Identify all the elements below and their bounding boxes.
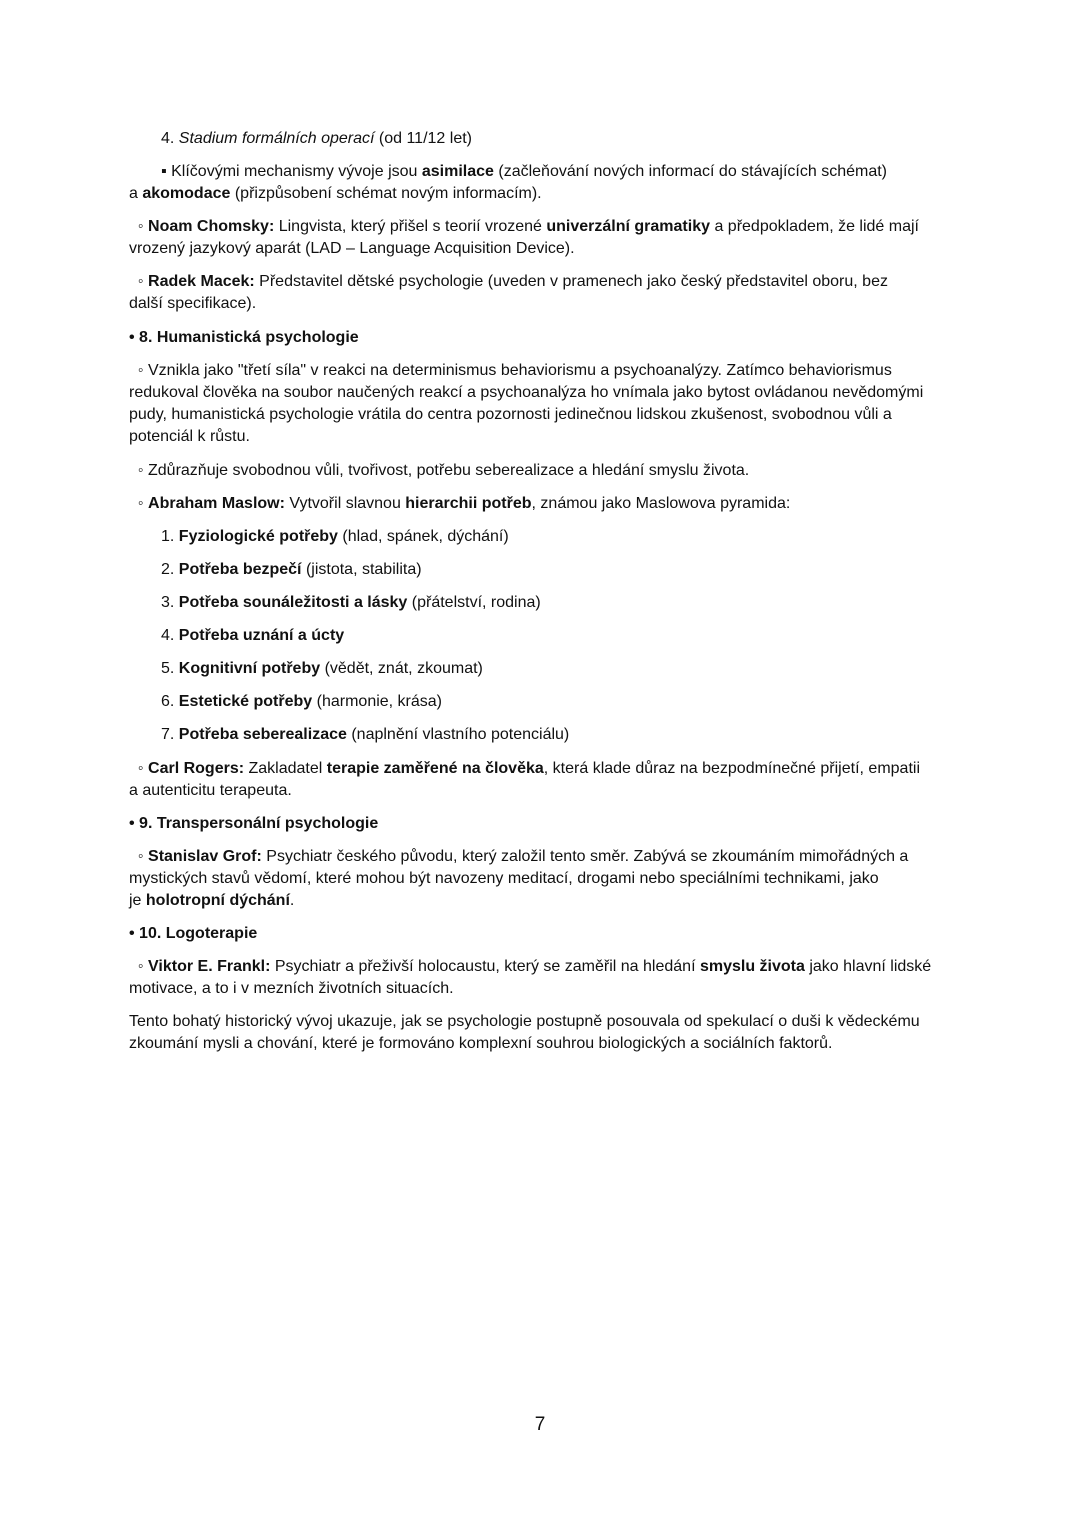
text-run: jako hlavní lidské <box>804 958 932 975</box>
text-run: Psychiatr a přeživší holocaustu, který se zaměřil na hledání <box>270 958 700 975</box>
text-run: redukoval člověka na soubor naučených reakcí a psychoanalýza ho vnímala jako bytost ovládanou nevědomými <box>129 384 924 401</box>
text-line <box>129 404 892 426</box>
bold-text: • 8. Humanistická psychologie <box>129 329 359 346</box>
text-run: zkoumání mysli a chování, které je formováno komplexní souhrou biologických a sociálních faktorů. <box>129 1035 833 1052</box>
text-line <box>129 625 344 647</box>
bold-text: asimilace <box>421 163 494 180</box>
text-line <box>129 216 919 238</box>
text-run: ◦ <box>129 218 149 235</box>
text-run: (vědět, znát, zkoumat) <box>320 660 483 677</box>
bold-text: terapie zaměřené na člověka <box>326 760 544 777</box>
text-run: 3. <box>161 594 179 611</box>
text-line <box>129 271 888 293</box>
text-run: , která klade důraz na bezpodmínečné přijetí, empatii <box>543 760 920 777</box>
text-run: pudy, humanistická psychologie vrátila do centra pozornosti jedinečnou lidskou zkušenost, svobodnou vůli a <box>129 406 892 423</box>
bold-text: Radek Macek: <box>148 273 255 290</box>
text-run: (začleňování nových informací do stávajících schémat) <box>493 163 892 180</box>
text-run: (hlad, spánek, dýchání) <box>337 528 509 545</box>
text-run: . <box>289 892 295 909</box>
text-run: ◦ <box>129 958 149 975</box>
text-line <box>129 956 931 978</box>
text-run: Vytvořil slavnou <box>284 495 406 512</box>
text-line <box>129 846 908 868</box>
text-line <box>129 923 257 945</box>
text-run: Lingvista, který přišel s teorií vrozené <box>274 218 547 235</box>
text-run: , známou jako Maslowova pyramida: <box>531 495 791 512</box>
text-line <box>129 526 509 548</box>
bold-text: Abraham Maslow: <box>148 495 285 512</box>
text-run: 7. <box>161 726 179 743</box>
bold-text: Stanislav Grof: <box>148 848 262 865</box>
text-run: ◦ <box>129 273 149 290</box>
text-run: (jistota, stabilita) <box>301 561 422 578</box>
text-run: 6. <box>161 693 179 710</box>
text-line <box>129 978 454 1000</box>
text-run: a <box>129 185 143 202</box>
bold-text: Potřeba seberealizace <box>178 726 347 743</box>
text-line <box>129 592 541 614</box>
text-line <box>129 293 256 315</box>
text-run: je <box>129 892 146 909</box>
text-run: (od 11/12 let) <box>374 130 472 147</box>
text-run: mystických stavů vědomí, které mohou být navozeny meditací, drogami nebo speciálními technikami, jako <box>129 870 879 887</box>
text-line <box>129 724 569 746</box>
bold-text: • 9. Transpersonální psychologie <box>129 815 379 832</box>
text-run: ◦ Vznikla jako "třetí síla" v reakci na determinismus behaviorismu a psychoanalýzy. Zatímco behaviorismus <box>129 362 892 379</box>
text-run: 1. <box>161 528 179 545</box>
text-run: Psychiatr českého původu, který založil tento směr. Zabývá se zkoumáním mimořádných a <box>261 848 909 865</box>
text-run: 4. <box>161 130 179 147</box>
bold-text: Viktor E. Frankl: <box>148 958 271 975</box>
bold-text: Estetické potřeby <box>178 693 313 710</box>
bold-text: Potřeba uznání a úcty <box>178 627 345 644</box>
text-run: ◦ <box>129 495 149 512</box>
text-line <box>129 890 294 912</box>
text-run: (naplnění vlastního potenciálu) <box>346 726 570 743</box>
text-line <box>129 758 920 780</box>
text-run: motivace, a to i v mezních životních situacích. <box>129 980 454 997</box>
text-line <box>129 868 879 890</box>
text-line <box>129 691 442 713</box>
bold-text: Kognitivní potřeby <box>178 660 321 677</box>
text-run: další specifikace). <box>129 295 257 312</box>
bold-text: hierarchii potřeb <box>405 495 532 512</box>
bold-text: univerzální gramatiky <box>546 218 710 235</box>
text-run: a předpokladem, že lidé mají <box>710 218 919 235</box>
text-run: 5. <box>161 660 179 677</box>
text-run: 2. <box>161 561 179 578</box>
text-line <box>129 327 359 349</box>
page-number: 7 <box>534 1414 546 1435</box>
text-line <box>129 813 378 835</box>
text-run: ◦ <box>129 760 149 777</box>
bold-text: akomodace <box>142 185 231 202</box>
text-run: ◦ <box>129 848 149 865</box>
text-line <box>129 1011 920 1033</box>
bold-text: Potřeba bezpečí <box>178 561 302 578</box>
text-line <box>129 238 575 260</box>
text-run: Zakladatel <box>244 760 327 777</box>
bold-text: Noam Chomsky: <box>148 218 275 235</box>
text-run: potenciál k růstu. <box>129 428 250 445</box>
text-run: 4. <box>161 627 179 644</box>
text-run: (přátelství, rodina) <box>407 594 541 611</box>
italic-text: Stadium formálních operací <box>178 130 375 147</box>
text-line <box>129 493 790 515</box>
bold-text: • 10. Logoterapie <box>129 925 258 942</box>
text-run: Tento bohatý historický vývoj ukazuje, jak se psychologie postupně posouvala od spekulací o duši k vědeckému <box>129 1013 920 1030</box>
text-line <box>129 559 422 581</box>
text-run: Představitel dětské psychologie (uveden v pramenech jako český představitel oboru, bez <box>254 273 888 290</box>
text-line <box>129 128 472 150</box>
text-run: ◦ Zdůrazňuje svobodnou vůli, tvořivost, potřebu seberealizace a hledání smyslu života. <box>129 462 750 479</box>
text-line <box>129 460 749 482</box>
bold-text: Potřeba sounáležitosti a lásky <box>178 594 408 611</box>
bold-text: Fyziologické potřeby <box>178 528 338 545</box>
text-line <box>129 161 891 183</box>
bold-text: smyslu života <box>699 958 805 975</box>
text-line <box>129 426 250 448</box>
text-line <box>129 360 892 382</box>
text-line <box>129 183 542 205</box>
bold-text: holotropní dýchání <box>145 892 290 909</box>
text-line <box>129 1033 832 1055</box>
bold-text: Carl Rogers: <box>148 760 245 777</box>
text-line <box>129 382 923 404</box>
text-line <box>129 658 483 680</box>
text-run: (přizpůsobení schémat novým informacím). <box>230 185 542 202</box>
text-run: a autenticitu terapeuta. <box>129 782 292 799</box>
text-line <box>129 780 292 802</box>
text-run: vrozený jazykový aparát (LAD – Language Acquisition Device). <box>129 240 575 257</box>
text-run: (harmonie, krása) <box>312 693 443 710</box>
text-run: ▪ Klíčovými mechanismy vývoje jsou <box>161 163 422 180</box>
